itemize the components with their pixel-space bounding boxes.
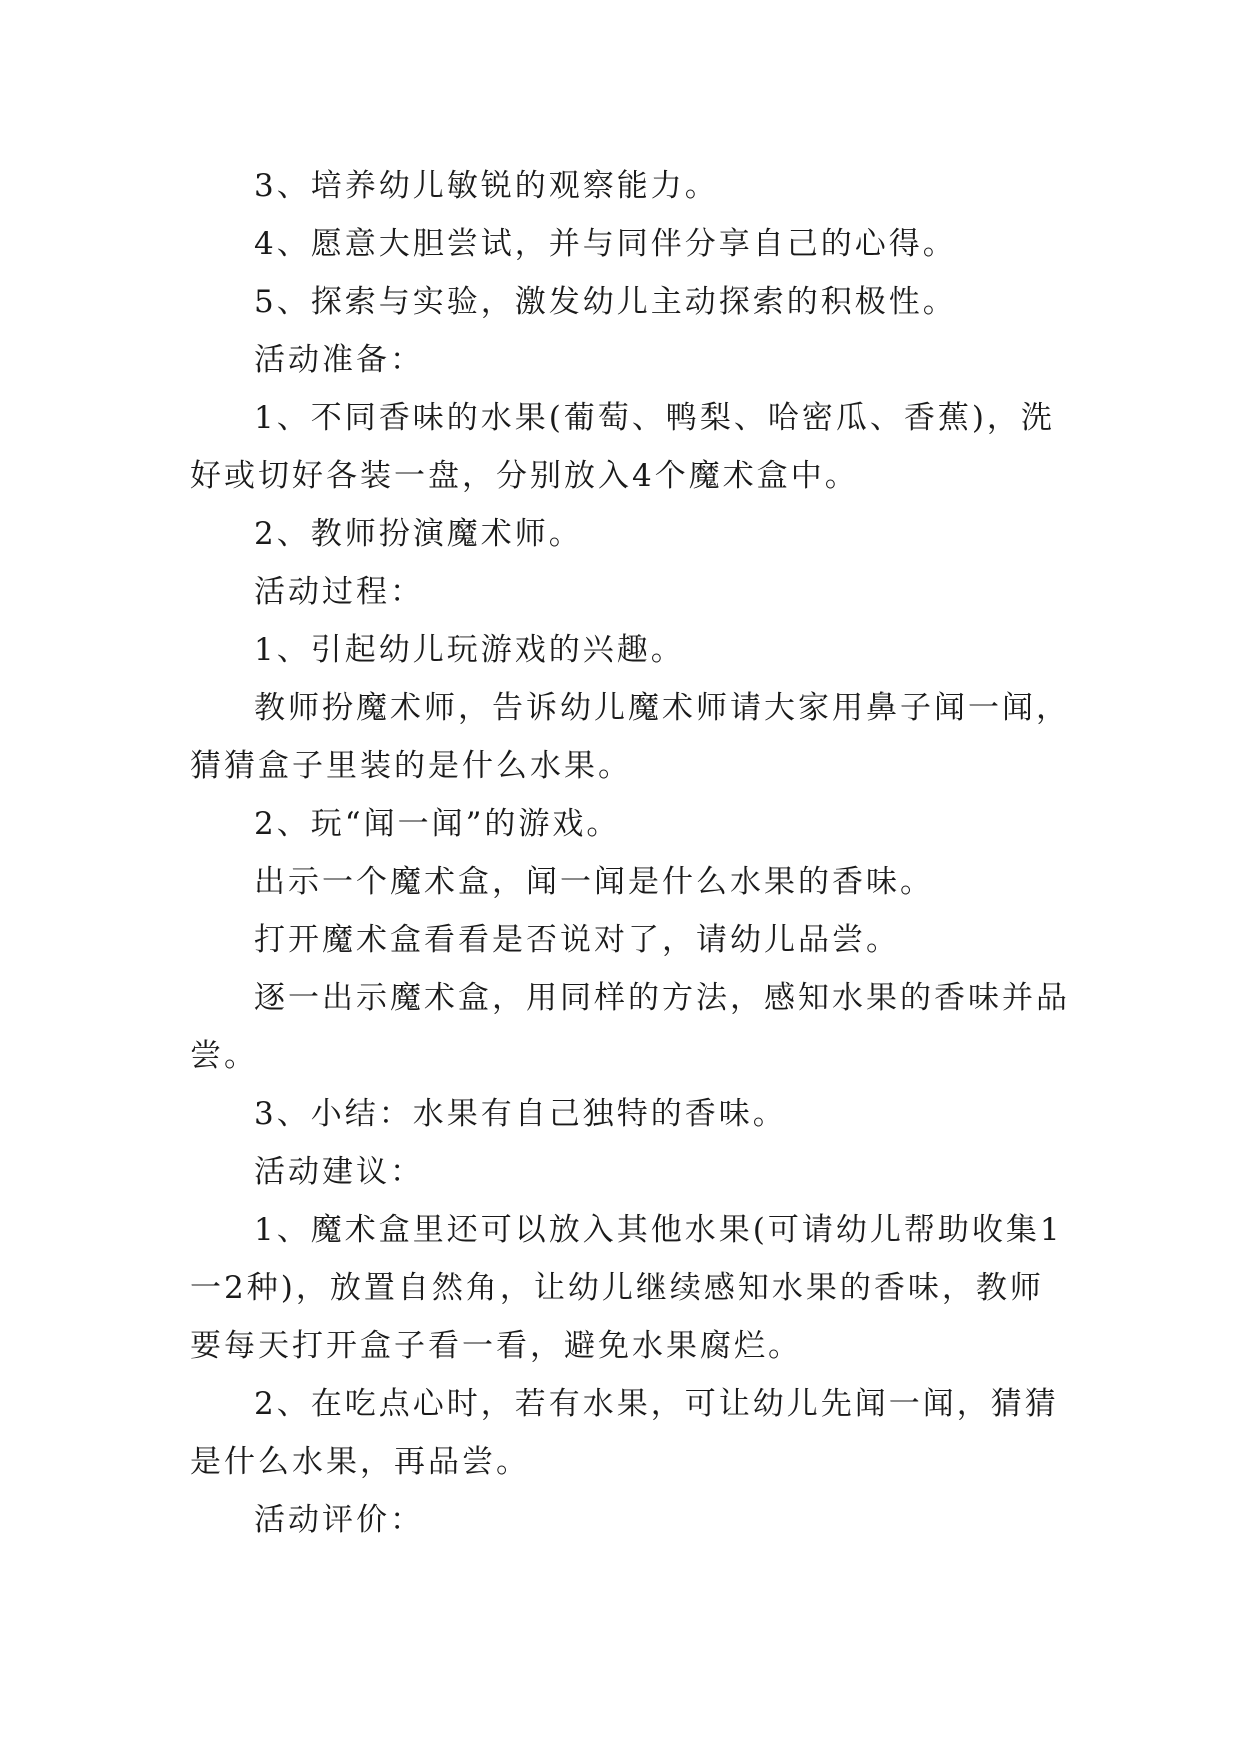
paragraph	[190, 215, 1050, 273]
text-line: 4、愿意大胆尝试，并与同伴分享自己的心得。	[254, 226, 957, 262]
paragraph	[190, 1085, 1050, 1143]
text-line: 活动建议：	[254, 1154, 424, 1190]
text-line: 2、在吃点心时，若有水果，可让幼儿先闻一闻，猜猜	[254, 1386, 1059, 1422]
paragraph	[190, 505, 1050, 563]
text-line: 尝。	[190, 1038, 258, 1074]
paragraph	[190, 679, 1070, 795]
section-heading	[190, 563, 1050, 621]
text-line: 打开魔术盒看看是否说对了，请幼儿品尝。	[254, 922, 900, 958]
section-heading	[190, 1143, 1050, 1201]
text-line: 1、不同香味的水果(葡萄、鸭梨、哈密瓜、香蕉)，洗	[254, 400, 1055, 436]
paragraph	[190, 969, 1070, 1085]
text-line: 一2种)，放置自然角，让幼儿继续感知水果的香味，教师	[190, 1270, 1044, 1306]
text-line: 1、魔术盒里还可以放入其他水果(可请幼儿帮助收集1	[254, 1212, 1063, 1248]
text-line: 3、小结：水果有自己独特的香味。	[254, 1096, 787, 1132]
document-body	[190, 157, 1070, 1549]
paragraph	[190, 853, 1050, 911]
text-line: 5、探索与实验，激发幼儿主动探索的积极性。	[254, 284, 957, 320]
text-line: 逐一出示魔术盒，用同样的方法，感知水果的香味并品	[254, 980, 1070, 1016]
paragraph	[190, 911, 1050, 969]
text-line: 好或切好各装一盘，分别放入4个魔术盒中。	[190, 458, 859, 494]
text-line: 出示一个魔术盒，闻一闻是什么水果的香味。	[254, 864, 934, 900]
paragraph	[190, 157, 1050, 215]
paragraph	[190, 795, 1050, 853]
text-line: 活动准备：	[254, 342, 424, 378]
paragraph	[190, 621, 1050, 679]
text-line: 教师扮魔术师，告诉幼儿魔术师请大家用鼻子闻一闻，	[254, 690, 1070, 726]
text-line: 2、玩“闻一闻”的游戏。	[254, 806, 621, 842]
section-heading	[190, 331, 1050, 389]
paragraph	[190, 389, 1055, 505]
text-line: 要每天打开盒子看一看，避免水果腐烂。	[190, 1328, 802, 1364]
paragraph	[190, 1201, 1063, 1375]
text-line: 猜猜盒子里装的是什么水果。	[190, 748, 632, 784]
section-heading	[190, 1491, 1050, 1549]
text-line: 活动过程：	[254, 574, 424, 610]
text-line: 2、教师扮演魔术师。	[254, 516, 583, 552]
text-line: 1、引起幼儿玩游戏的兴趣。	[254, 632, 685, 668]
paragraph	[190, 1375, 1059, 1491]
text-line: 是什么水果，再品尝。	[190, 1444, 530, 1480]
text-line: 3、培养幼儿敏锐的观察能力。	[254, 168, 719, 204]
text-line: 活动评价：	[254, 1502, 424, 1538]
paragraph	[190, 273, 1050, 331]
